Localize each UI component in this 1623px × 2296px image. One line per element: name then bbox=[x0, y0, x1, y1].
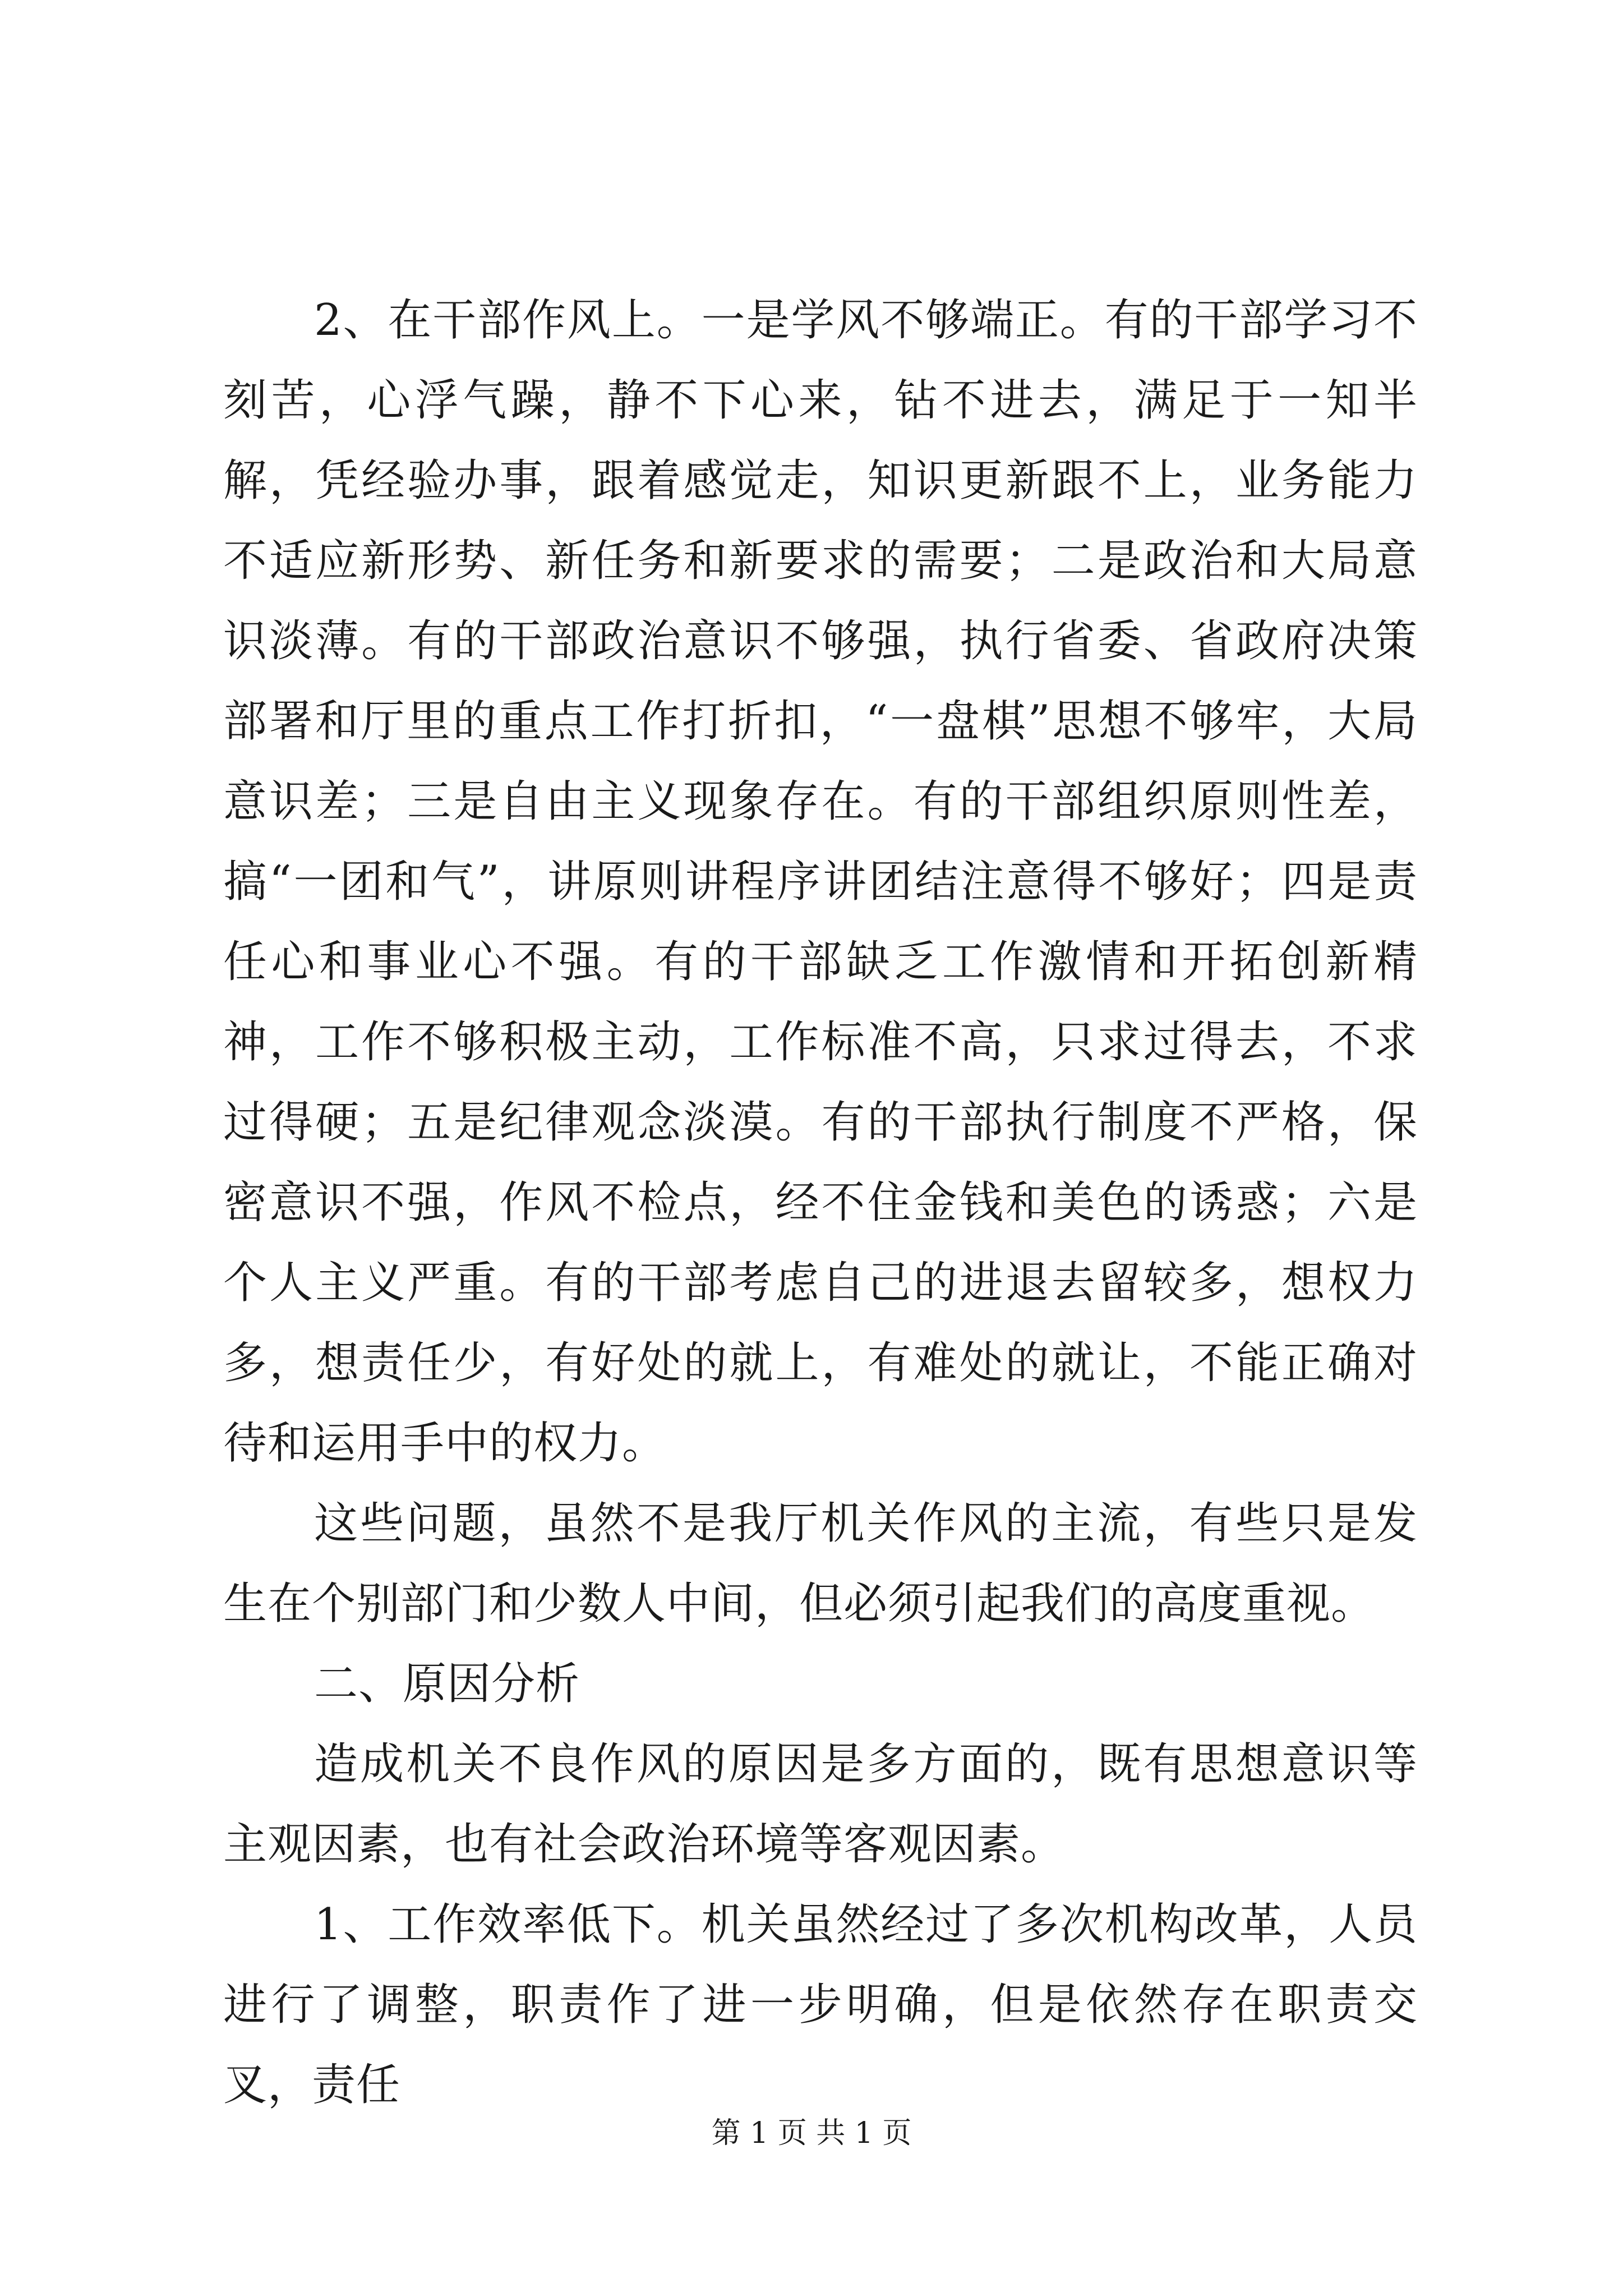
paragraph-causes-intro: 造成机关不良作风的原因是多方面的，既有思想意识等主观因素，也有社会政治环境等客观因素。 bbox=[223, 1739, 1418, 1870]
paragraph-problems-summary: 这些问题，虽然不是我厅机关作风的主流，有些只是发生在个别部门和少数人中间，但必须引起我们的高度重视。 bbox=[223, 1498, 1418, 1629]
paragraph-low-efficiency: 1、工作效率低下。机关虽然经过了多次机构改革，人员进行了调整，职责作了进一步明确，但是依然存在职责交叉，责任 bbox=[223, 1899, 1418, 2110]
page-footer: 第 1 页 共 1 页 bbox=[711, 2116, 912, 2150]
paragraph-cadre-style: 2、在干部作风上。一是学风不够端正。有的干部学习不刻苦，心浮气躁，静不下心来，钻不进去，满足于一知半解，凭经验办事，跟着感觉走，知识更新跟不上，业务能力不适应新形势、新任务和新要求的需要；二是政治和大局意识淡薄。有的干部政治意识不够强，执行省委、省政府决策部署和厅里的重点工作打折扣，“一盘棋”思想不够牢，大局意识差；三是自由主义现象存在。有的干部组织原则性差，搞“一团和气”，讲原则讲程序讲团结注意得不够好；四是责任心和事业心不强。有的干部缺乏工作激情和开拓创新精神，工作不够积极主动，工作标准不高，只求过得去，不求过得硬；五是纪律观念淡漠。有的干部执行制度不严格，保密意识不强，作风不检点，经不住金钱和美色的诱惑；六是个人主义严重。有的干部考虑自己的进退去留较多，想权力多，想责任少，有好处的就上，有难处的就让，不能正确对待和运用手中的权力。 bbox=[223, 295, 1418, 1469]
document-body bbox=[223, 280, 1418, 2125]
section-heading-cause-analysis: 二、原因分析 bbox=[314, 1659, 580, 1709]
